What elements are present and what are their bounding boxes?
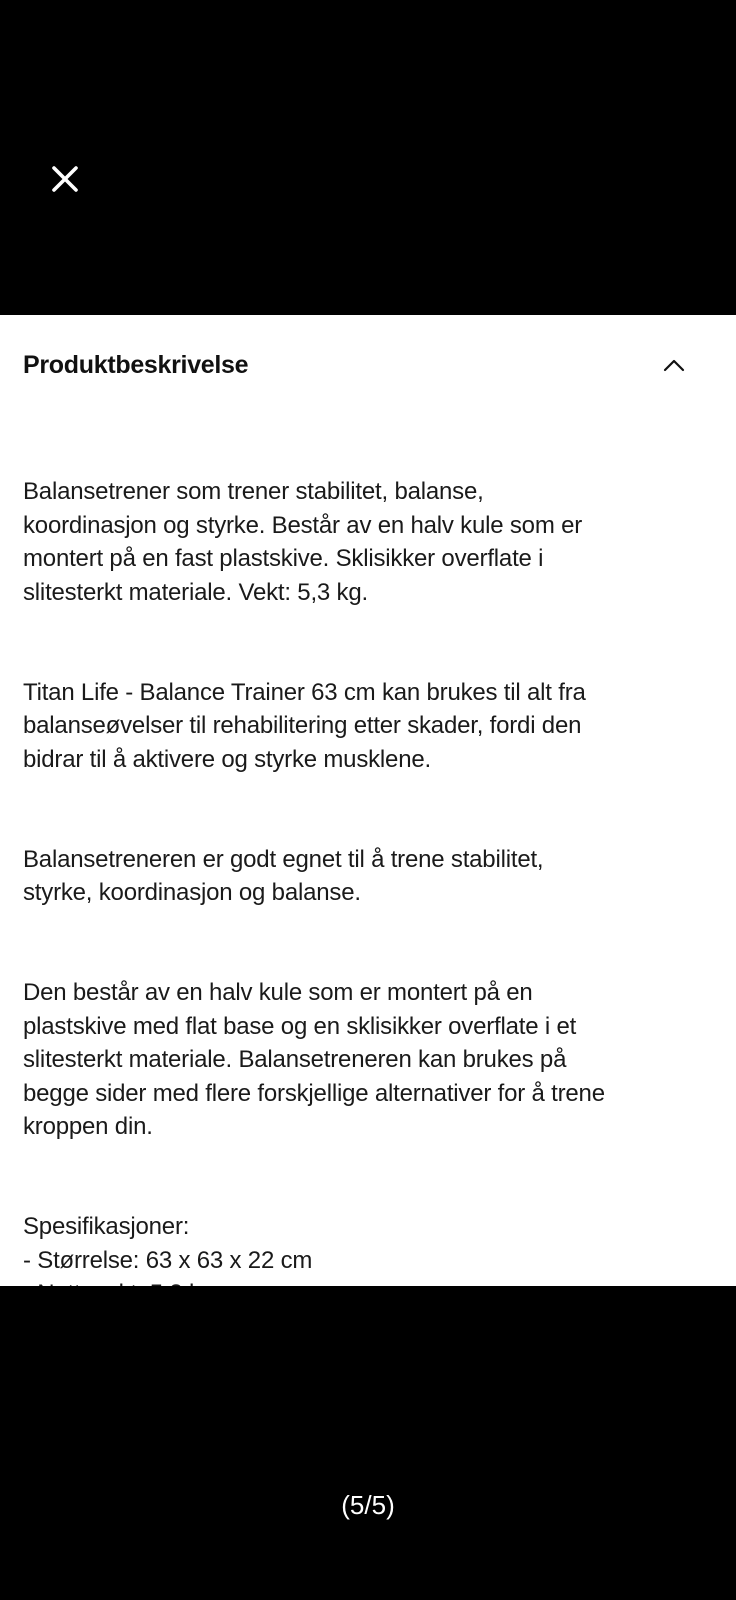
description-paragraph: Balansetrener som trener stabilitet, balanse, koordinasjon og styrke. Består av en halv kule som er montert på en fast plastskive. Sklisikker overflate i slitesterkt materiale. Vekt: 5,3 kg. xyxy=(23,478,583,606)
close-button[interactable] xyxy=(43,157,87,201)
description-paragraph: Titan Life - Balance Trainer 63 cm kan brukes til alt fra balanseøvelser til rehabilitering etter skader, fordi den bidrar til å aktivere og styrke musklene. xyxy=(23,678,586,773)
chevron-up-icon[interactable] xyxy=(660,353,688,377)
close-icon xyxy=(50,164,80,194)
description-paragraph: Balansetreneren er godt egnet til å trene stabilitet, styrke, koordinasjon og balanse. xyxy=(23,845,544,907)
image-pager-counter: (5/5) xyxy=(341,1490,395,1520)
top-bar xyxy=(0,0,736,315)
product-description-sheet xyxy=(0,315,736,1286)
description-paragraph: Den består av en halv kule som er montert på en plastskive med flat base og en sklisikker overflate i et slitesterkt materiale. Balansetreneren kan brukes på begge sider med flere forskjellige alternativer for å trene kroppen din. xyxy=(23,979,605,1141)
section-title: Produktbeskrivelse xyxy=(23,351,249,379)
product-description-header[interactable] xyxy=(0,315,736,415)
bottom-bar xyxy=(0,1286,736,1600)
specifications-list: Spesifikasjoner: - Størrelse: 63 x 63 x 22 cm xyxy=(23,1213,313,1274)
